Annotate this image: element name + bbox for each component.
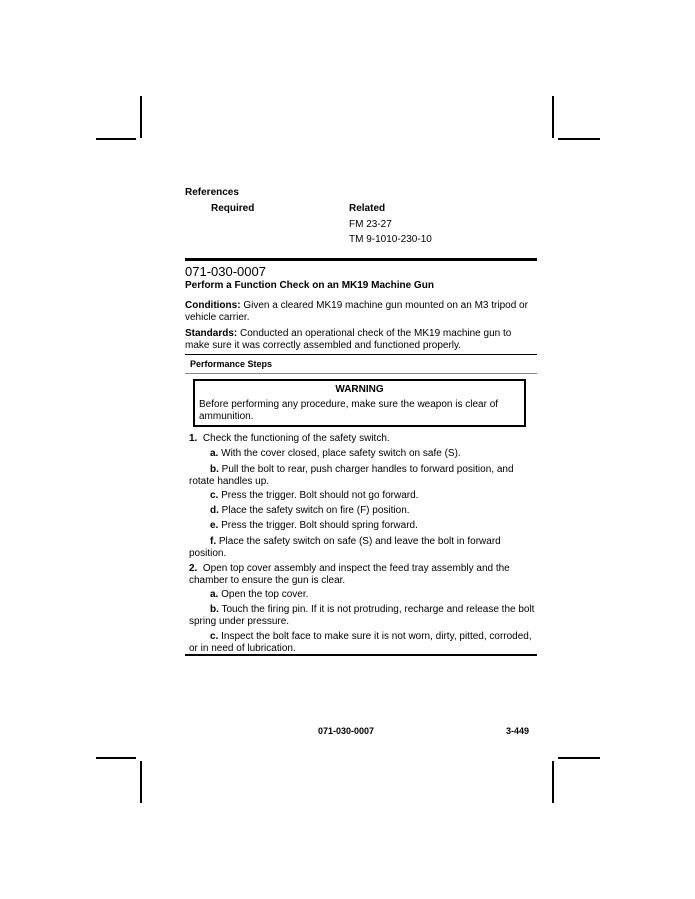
step-label: a. <box>210 589 219 600</box>
standards-label: Standards: <box>185 328 238 339</box>
crop-mark-top-right-horizontal <box>558 138 600 140</box>
warning-text: Before performing any procedure, make sure the weapon is clear of ammunition. <box>199 399 499 422</box>
step-label: 2. <box>189 563 198 574</box>
related-item: TM 9-1010-230-10 <box>349 234 432 245</box>
step-text: Touch the firing pin. If it is not protruding, recharge and release the bolt spring under pressure. <box>189 604 535 627</box>
crop-mark-bottom-left-vertical <box>140 761 142 803</box>
step-1d <box>189 505 535 517</box>
warning-title: WARNING <box>335 384 384 395</box>
section-divider-thick <box>185 258 537 261</box>
step-label: d. <box>210 505 219 516</box>
crop-mark-bottom-left-horizontal <box>96 757 136 759</box>
step-label: b. <box>210 604 219 615</box>
step-label: b. <box>210 464 219 475</box>
step-text: Pull the bolt to rear, push charger handles to forward position, and rotate handles up. <box>189 464 514 487</box>
step-label: e. <box>210 520 219 531</box>
step-label: f. <box>210 536 217 547</box>
performance-steps-bottom-rule <box>185 373 537 374</box>
step-label: 1. <box>189 433 198 444</box>
section-end-rule <box>185 654 537 656</box>
step-text: Open top cover assembly and inspect the feed tray assembly and the chamber to ensure the gun is clear. <box>189 563 510 586</box>
crop-mark-bottom-right-vertical <box>552 761 554 803</box>
step-2a <box>189 589 535 601</box>
step-text: Inspect the bolt face to make sure it is not worn, dirty, pitted, corroded, or in need of lubrication. <box>189 631 532 654</box>
conditions-label: Conditions: <box>185 300 241 311</box>
step-label: c. <box>210 631 219 642</box>
step-1a <box>189 448 535 460</box>
step-1b <box>189 464 535 488</box>
step-text: Press the trigger. Bolt should spring forward. <box>221 520 418 531</box>
crop-mark-top-right-vertical <box>552 96 554 138</box>
performance-steps-heading: Performance Steps <box>190 359 273 369</box>
crop-mark-top-left-vertical <box>140 96 142 138</box>
step-2c <box>189 631 535 655</box>
step-label: a. <box>210 448 219 459</box>
step-1 <box>189 433 535 445</box>
step-text: Place the safety switch on fire (F) position. <box>221 505 410 516</box>
task-number: 071-030-0007 <box>185 264 266 279</box>
related-item: FM 23-27 <box>349 219 392 230</box>
performance-steps-top-rule <box>185 354 537 355</box>
step-text: Open the top cover. <box>221 589 309 600</box>
footer-task-number: 071-030-0007 <box>318 726 375 736</box>
step-text: With the cover closed, place safety switch on safe (S). <box>221 448 461 459</box>
step-1e <box>189 520 535 532</box>
step-text: Press the trigger. Bolt should not go forward. <box>221 490 419 501</box>
conditions-text: Given a cleared MK19 machine gun mounted on an M3 tripod or vehicle carrier. <box>185 300 528 323</box>
step-1f <box>189 536 535 560</box>
step-label: c. <box>210 490 219 501</box>
step-1c <box>189 490 535 502</box>
conditions-paragraph <box>185 300 537 324</box>
task-title: Perform a Function Check on an MK19 Machine Gun <box>185 280 434 291</box>
step-2b <box>189 604 535 628</box>
crop-mark-bottom-right-horizontal <box>558 757 600 759</box>
standards-text: Conducted an operational check of the MK19 machine gun to make sure it was correctly assembled and functioned properly. <box>185 328 512 351</box>
step-text: Check the functioning of the safety switch. <box>202 433 390 444</box>
references-heading: References <box>185 187 239 198</box>
warning-box <box>193 379 526 427</box>
footer-page-number: 3-449 <box>506 726 530 736</box>
crop-mark-top-left-horizontal <box>96 138 136 140</box>
standards-paragraph <box>185 328 537 352</box>
step-text: Place the safety switch on safe (S) and leave the bolt in forward position. <box>189 536 501 559</box>
related-label: Related <box>349 203 386 214</box>
step-2 <box>189 563 535 587</box>
required-label: Required <box>211 203 255 214</box>
